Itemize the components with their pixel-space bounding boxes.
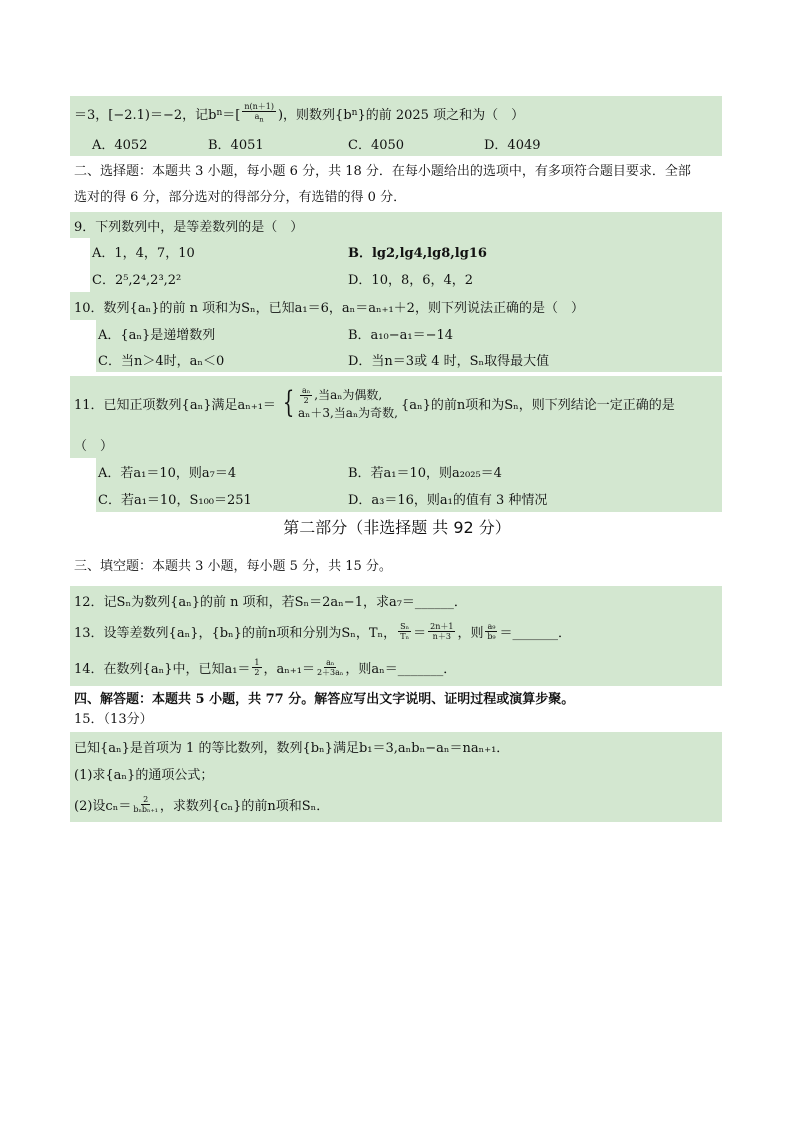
q15-stem: 已知{aₙ}是首项为 1 的等比数列，数列{bₙ}满足b₁＝3,aₙbₙ−aₙ＝naₙ₊₁． xyxy=(70,732,722,760)
q15-part1: (1)求{aₙ}的通项公式； xyxy=(70,760,722,786)
q10-options-row2 xyxy=(96,346,722,372)
q8-option-c[interactable]: C．4050 xyxy=(348,137,405,153)
q11-option-d[interactable]: D．a₃＝16，则a₁的值有 3 种情况 xyxy=(348,492,548,508)
q11-option-c[interactable]: C．若a₁＝10，S₁₀₀＝251 xyxy=(98,492,252,508)
q10-option-d[interactable]: D．当n＝3或 4 时，Sₙ取得最大值 xyxy=(348,353,550,369)
section3-header: 三、填空题：本题共 3 小题，每小题 5 分，共 15 分。 xyxy=(74,558,392,574)
q9-stem: 9．下列数列中，是等差数列的是（ ） xyxy=(70,212,722,238)
q10-stem: 10．数列{aₙ}的前 n 项和为Sₙ，已知a₁＝6，aₙ＝aₙ₊₁＋2，则下列说法正确的是（ ） xyxy=(70,292,722,320)
q10-option-a[interactable]: A．{aₙ}是递增数列 xyxy=(98,327,216,343)
q14: 14．在数列{aₙ}中，已知a₁＝ $\frac{1}{2}$ ，aₙ₊₁＝ $\frac{\text{aₙ}}{\text{2＋3aₙ}}$ ，则aₙ＝_______． xyxy=(70,648,722,686)
q9-option-c[interactable]: C．2⁵,2⁴,2³,2² xyxy=(92,272,182,288)
q8-stem-tail: ＝3，[−2.1)＝−2，记b n ＝[ $\frac{n(n+1)}{a_n}$ )，则数列{b n }的前 2025 项之和为（ ） xyxy=(70,96,722,130)
q9-option-a[interactable]: A．1，4，7，10 xyxy=(92,245,195,261)
q11-option-b[interactable]: B．若a₁＝10，则a₂₀₂₅＝4 xyxy=(348,465,502,481)
q11-stem: 11．已知正项数列{aₙ}满足aₙ₊₁＝ { $\frac{\text{aₙ}}{2}$ ,当aₙ为偶数, aₙ＋3,当aₙ为奇数, {aₙ}的前n项和为Sₙ，则下列结论一定正确的是 xyxy=(70,376,722,430)
q9-option-b[interactable]: B．lg2,lg4,lg8,lg16 xyxy=(348,245,487,261)
q8-option-a[interactable]: A．4052 xyxy=(92,137,148,153)
q15-head: 15．（13分） xyxy=(74,711,153,727)
q11-paren: （ ） xyxy=(70,430,722,458)
q9-options-row1 xyxy=(90,238,722,264)
q10-option-b[interactable]: B．a₁₀−a₁＝−14 xyxy=(348,327,454,343)
q15-part2: (2)设cₙ＝ $\frac{2}{\text{bₙbₙ₊₁}}$ ，求数列{cₙ}的前n项和Sₙ． xyxy=(70,786,722,822)
q8-option-b[interactable]: B．4051 xyxy=(208,137,264,153)
q9-options-row2 xyxy=(90,264,722,292)
q11-options-row1 xyxy=(96,458,722,484)
part2-title: 第二部分（非选择题 共 92 分） xyxy=(283,518,511,537)
q9-option-d[interactable]: D．10，8，6，4，2 xyxy=(348,272,474,288)
q8-options xyxy=(70,130,722,156)
q12: 12．记Sₙ为数列{aₙ}的前 n 项和，若Sₙ＝2aₙ−1，求a₇＝______． xyxy=(70,586,722,614)
q11-option-a[interactable]: A．若a₁＝10，则a₇＝4 xyxy=(98,465,237,481)
q8-option-d[interactable]: D．4049 xyxy=(484,137,541,153)
q10-options-row1 xyxy=(96,320,722,346)
q10-option-c[interactable]: C．当n＞4时，aₙ＜0 xyxy=(98,353,225,369)
q13: 13．设等差数列{aₙ}，{bₙ}的前n项和分别为Sₙ，Tₙ， $\frac{\text{Sₙ}}{\text{Tₙ}}$ ＝ $\frac{2n+1}{n+3}$ ，则 $\frac{\text{a₉}}{\text{b₉}}$ ＝_______． xyxy=(70,614,722,648)
q11-options-row2 xyxy=(96,484,722,512)
section4-header: 四、解答题：本题共 5 小题，共 77 分。解答应写出文字说明、证明过程或演算步聚。 xyxy=(74,691,575,707)
q11-piecewise: { $\frac{\text{aₙ}}{2}$ ,当aₙ为偶数, aₙ＋3,当aₙ为奇数, xyxy=(282,385,398,420)
section2-line2: 选对的得 6 分，部分选对的得部分分，有选错的得 0 分． xyxy=(74,189,407,205)
section2-line1: 二、选择题：本题共 3 小题，每小题 6 分，共 18 分．在每小题给出的选项中，有多项符合题目要求．全部 xyxy=(74,163,691,179)
